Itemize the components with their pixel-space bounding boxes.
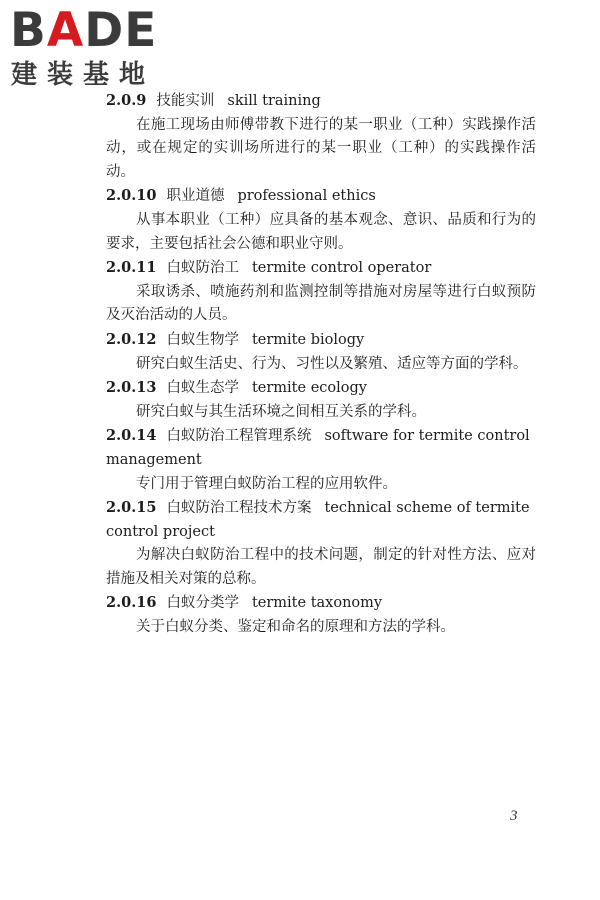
term-heading	[106, 496, 536, 544]
term-heading	[106, 376, 536, 401]
page-number: 3	[510, 808, 518, 824]
logo-letters-before: B	[10, 3, 47, 58]
term-entry	[106, 496, 536, 591]
term-entry	[106, 89, 536, 184]
terms-section	[106, 89, 536, 640]
term-entry	[106, 376, 536, 424]
term-definition: 采取诱杀、喷施药剂和监测控制等措施对房屋等进行白蚁预防及灭治活动的人员。	[106, 283, 536, 324]
term-number: 2.0.11	[106, 259, 157, 277]
term-definition: 专门用于管理白蚁防治工程的应用软件。	[136, 475, 397, 492]
term-chinese: 白蚁防治工程技术方案	[166, 500, 312, 517]
term-chinese: 职业道德	[166, 188, 225, 205]
term-heading	[106, 591, 536, 616]
term-entry	[106, 591, 536, 639]
logo-letters-after: DE	[84, 3, 158, 58]
term-english: professional ethics	[237, 188, 376, 205]
term-heading	[106, 184, 536, 209]
term-number: 2.0.15	[106, 499, 157, 517]
term-english: software for termite control management	[106, 428, 530, 468]
term-entry	[106, 328, 536, 376]
logo-accent-letter: A	[46, 3, 85, 58]
term-number: 2.0.14	[106, 427, 157, 445]
term-chinese: 白蚁分类学	[166, 595, 239, 612]
term-definition: 在施工现场由师傅带教下进行的某一职业（工种）实践操作活动，或在规定的实训场所进行的某一职业（工种）的实践操作活动。	[106, 116, 536, 180]
term-number: 2.0.9	[106, 92, 147, 109]
term-number: 2.0.12	[106, 330, 157, 348]
term-english: termite control operator	[251, 260, 432, 277]
term-heading	[106, 89, 536, 114]
term-english: termite biology	[251, 331, 365, 348]
term-definition: 研究白蚁生活史、行为、习性以及繁殖、适应等方面的学科。	[136, 355, 528, 372]
term-definition: 关于白蚁分类、鉴定和命名的原理和方法的学科。	[136, 619, 455, 636]
term-number: 2.0.10	[106, 187, 157, 205]
term-heading	[106, 328, 536, 353]
term-entry	[106, 184, 536, 256]
term-number: 2.0.16	[106, 594, 157, 612]
logo-wordmark	[10, 3, 158, 58]
term-definition: 从事本职业（工种）应具备的基本观念、意识、品质和行为的要求，主要包括社会公德和职业守则。	[106, 211, 536, 252]
term-heading	[106, 424, 536, 472]
term-chinese: 白蚁防治工	[166, 260, 239, 277]
term-english: termite ecology	[251, 380, 367, 397]
term-english: skill training	[227, 93, 321, 109]
term-english: termite taxonomy	[251, 595, 383, 612]
term-definition: 为解决白蚁防治工程中的技术问题，制定的针对性方法、应对措施及相关对策的总称。	[106, 547, 536, 587]
term-english: technical scheme of termite control project	[106, 500, 530, 540]
term-definition: 研究白蚁与其生活环境之间相互关系的学科。	[136, 403, 426, 420]
bade-logo	[10, 3, 180, 90]
logo-subtitle: 建装基地	[11, 60, 156, 90]
term-chinese: 技能实训	[156, 93, 215, 109]
term-number: 2.0.13	[106, 379, 157, 397]
term-heading	[106, 256, 536, 281]
term-chinese: 白蚁生态学	[166, 380, 239, 397]
term-chinese: 白蚁防治工程管理系统	[166, 428, 312, 445]
term-chinese: 白蚁生物学	[166, 331, 239, 348]
term-entry	[106, 424, 536, 496]
term-entry	[106, 256, 536, 328]
